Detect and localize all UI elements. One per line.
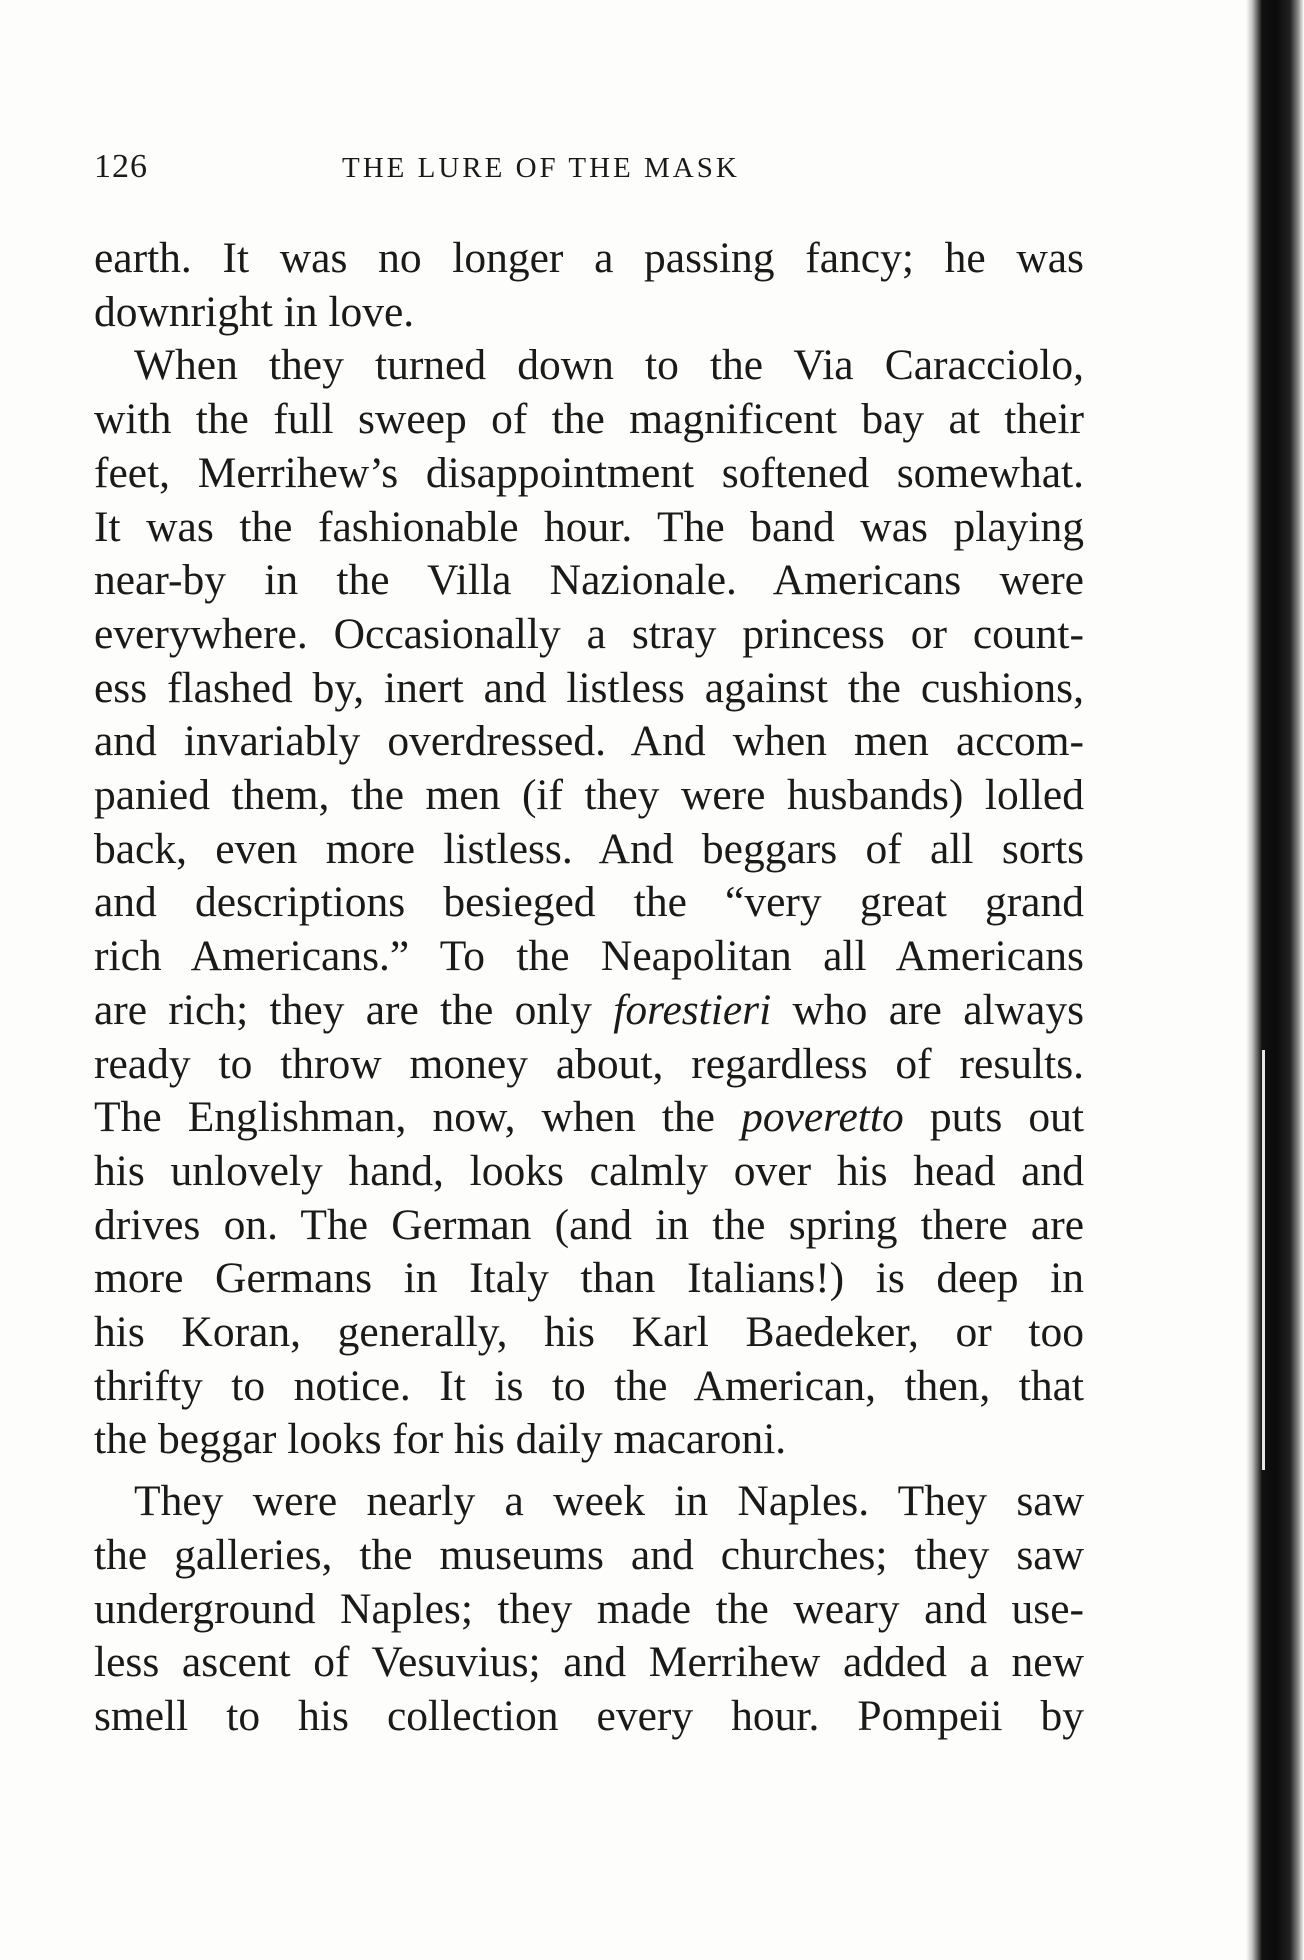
text-line: [94, 1091, 1084, 1145]
text-segment: and descriptions besieged the “very great grand: [94, 878, 1084, 927]
running-title: THE LURE OF THE MASK: [342, 152, 740, 184]
text-line: [94, 769, 1084, 823]
text-line: [94, 984, 1084, 1038]
text-line: [94, 1306, 1084, 1360]
text-segment: underground Naples; they made the weary and use-: [94, 1584, 1084, 1633]
text-segment: puts out: [903, 1093, 1084, 1142]
text-segment: ess flashed by, inert and listless against the cushions,: [94, 663, 1084, 712]
binding-highlight: [1262, 1050, 1265, 1470]
text-line: [94, 1583, 1084, 1637]
text-line: [94, 876, 1084, 930]
text-line: [94, 1145, 1084, 1199]
text-line: [94, 1690, 1084, 1744]
text-segment: with the full sweep of the magnificent bay at their: [94, 395, 1084, 444]
text-line: [94, 286, 1084, 340]
text-segment: who are always: [771, 985, 1084, 1034]
text-segment: are rich; they are the only: [94, 985, 614, 1034]
text-line: [94, 339, 1084, 393]
text-segment: It was the fashionable hour. The band was playing: [94, 502, 1084, 551]
text-line: [94, 662, 1084, 716]
text-segment: more Germans in Italy than Italians!) is deep in: [94, 1254, 1084, 1303]
text-line: [94, 608, 1084, 662]
page-binding-edge: [1246, 0, 1304, 1960]
text-segment: smell to his collection every hour. Pompeii by: [94, 1691, 1084, 1740]
text-line: [94, 554, 1084, 608]
text-segment: They were nearly a week in Naples. They saw: [134, 1477, 1084, 1526]
text-segment: near-by in the Villa Nazionale. Americans were: [94, 556, 1084, 605]
page-number: 126: [94, 148, 148, 185]
text-segment: When they turned down to the Via Caracciolo,: [134, 341, 1084, 390]
text-segment: downright in love.: [94, 287, 415, 336]
text-line: [94, 823, 1084, 877]
text-segment: the beggar looks for his daily macaroni.: [94, 1415, 787, 1464]
text-line: [94, 1475, 1084, 1529]
text-line: [94, 1038, 1084, 1092]
running-head: [94, 148, 1084, 198]
text-line: [94, 232, 1084, 286]
text-segment: feet, Merrihew’s disappointment softened somewhat.: [94, 448, 1084, 497]
italic-word: forestieri: [613, 985, 772, 1034]
text-line: [94, 1199, 1084, 1253]
text-line: [94, 1636, 1084, 1690]
text-segment: drives on. The German (and in the spring there are: [94, 1200, 1084, 1249]
text-segment: his Koran, generally, his Karl Baedeker, or too: [94, 1308, 1084, 1357]
text-line: [94, 501, 1084, 555]
text-line: [94, 1252, 1084, 1306]
text-segment: his unlovely hand, looks calmly over his head and: [94, 1146, 1084, 1195]
text-segment: ready to throw money about, regardless of results.: [94, 1039, 1084, 1088]
italic-word: poveretto: [741, 1093, 904, 1142]
text-segment: back, even more listless. And beggars of all sorts: [94, 824, 1084, 873]
text-line: [94, 1529, 1084, 1583]
body-text: [94, 232, 1084, 1744]
text-line: [94, 393, 1084, 447]
text-segment: and invariably overdressed. And when men accom-: [94, 717, 1084, 766]
text-segment: the galleries, the museums and churches; they saw: [94, 1530, 1084, 1579]
text-segment: earth. It was no longer a passing fancy; he was: [94, 234, 1084, 282]
text-line: [94, 447, 1084, 501]
text-segment: everywhere. Occasionally a stray princess or count-: [94, 609, 1084, 658]
text-segment: rich Americans.” To the Neapolitan all Americans: [94, 932, 1084, 981]
text-segment: panied them, the men (if they were husbands) lolled: [94, 771, 1084, 820]
text-segment: thrifty to notice. It is to the American, then, that: [94, 1361, 1084, 1410]
text-line: [94, 1413, 1084, 1467]
text-segment: less ascent of Vesuvius; and Merrihew added a new: [94, 1638, 1084, 1687]
text-line: [94, 715, 1084, 769]
text-line: [94, 930, 1084, 984]
text-segment: The Englishman, now, when the: [94, 1093, 742, 1142]
text-line: [94, 1360, 1084, 1414]
